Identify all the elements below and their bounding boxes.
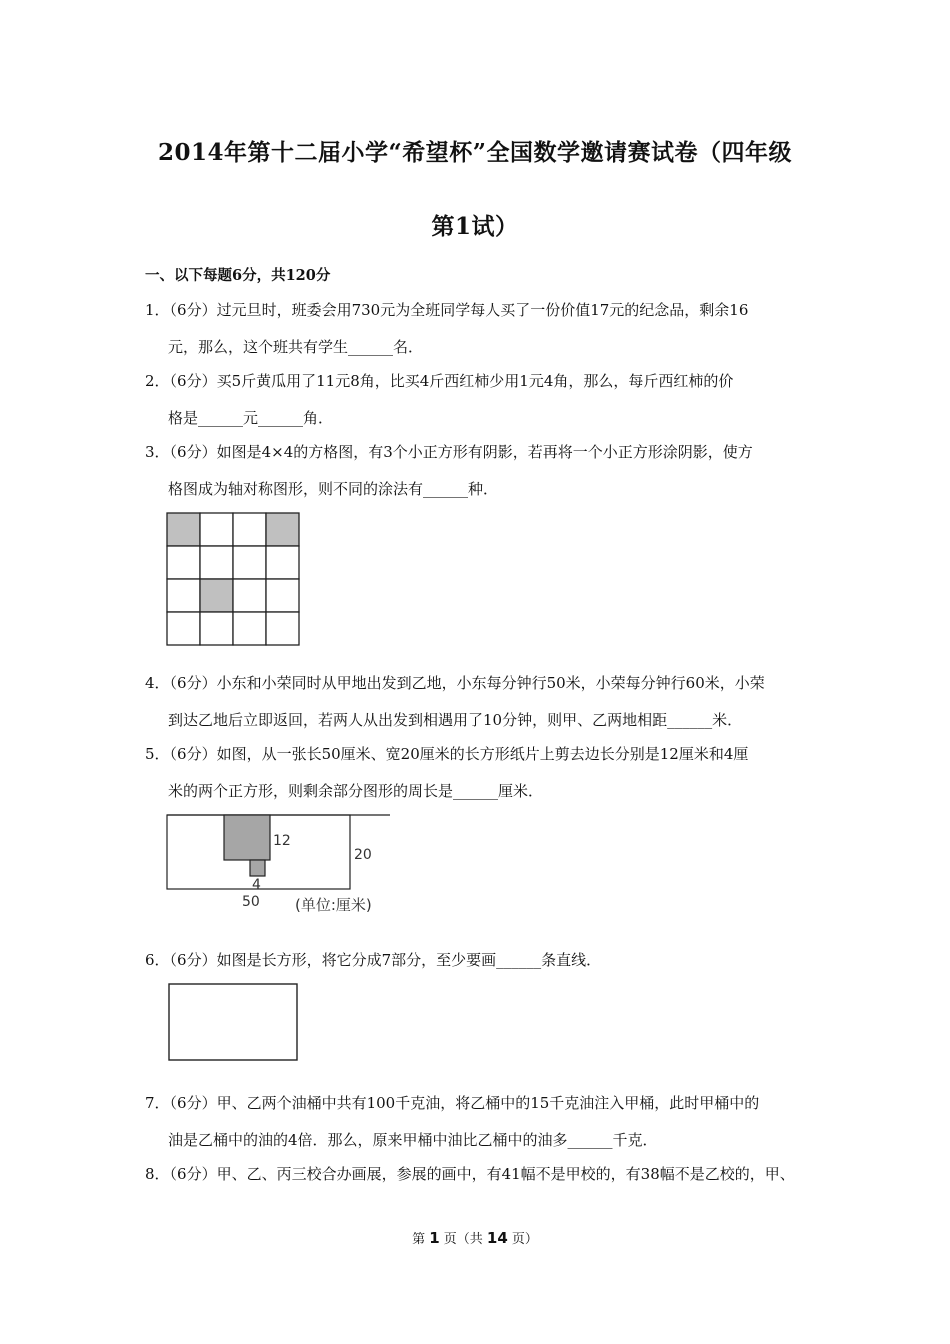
grid-cell bbox=[167, 612, 200, 645]
grid-cell bbox=[233, 546, 266, 579]
grid-cell bbox=[266, 546, 299, 579]
grid-cell bbox=[233, 612, 266, 645]
grid-cell-shaded bbox=[167, 513, 200, 546]
grid-cell bbox=[233, 579, 266, 612]
rectangle-cut-figure bbox=[164, 812, 400, 916]
question-number: 2． bbox=[145, 372, 170, 390]
question-text: （6分）过元旦时，班委会用730元为全班同学每人买了一份价值17元的纪念品，剩余16 bbox=[169, 301, 749, 319]
section-heading: 一、以下每题6分，共120分 bbox=[145, 267, 331, 284]
grid-cell bbox=[200, 546, 233, 579]
exam-title-line1: 2014年第十二届小学“希望杯”全国数学邀请赛试卷（四年级 bbox=[158, 139, 792, 166]
square-4 bbox=[250, 860, 265, 876]
grid-cell-shaded bbox=[266, 513, 299, 546]
grid-cell bbox=[266, 612, 299, 645]
grid-cell bbox=[266, 579, 299, 612]
question-text: （6分）买5斤黄瓜用了11元8角，比买4斤西红柿少用1元4角，那么，每斤西红柿的价 bbox=[169, 372, 734, 390]
question-text-cont: 米的两个正方形，则剩余部分图形的周长是______厘米． bbox=[168, 782, 544, 800]
question-number: 8． bbox=[145, 1165, 170, 1183]
question-number: 4． bbox=[145, 674, 170, 692]
grid-cell bbox=[200, 612, 233, 645]
footer-middle: 页（共 bbox=[439, 1232, 487, 1247]
grid-cell-shaded bbox=[200, 579, 233, 612]
grid-cell bbox=[200, 513, 233, 546]
question-text: （6分）如图是长方形，将它分成7部分，至少要画______条直线． bbox=[169, 951, 602, 969]
question-number: 7． bbox=[145, 1094, 170, 1112]
question-number: 3． bbox=[145, 443, 170, 461]
grid-cell bbox=[233, 513, 266, 546]
question-text-cont: 到达乙地后立即返回，若两人从出发到相遇用了10分钟，则甲、乙两地相距______米． bbox=[168, 711, 743, 729]
question-text-cont: 元，那么，这个班共有学生______名． bbox=[168, 338, 424, 356]
question-number: 1． bbox=[145, 301, 170, 319]
question-text-cont: 格图成为轴对称图形，则不同的涂法有______种． bbox=[168, 480, 499, 498]
question-text: （6分）甲、乙、丙三校合办画展，参展的画中，有41幅不是甲校的，有38幅不是乙校的，甲、 bbox=[169, 1165, 795, 1183]
exam-title-line2: 第1试） bbox=[431, 213, 519, 240]
question-text: （6分）如图，从一张长50厘米、宽20厘米的长方形纸片上剪去边长分别是12厘米和4厘 bbox=[169, 745, 749, 763]
footer-prefix: 第 bbox=[412, 1232, 430, 1247]
page-footer bbox=[0, 1228, 950, 1247]
question-number: 5． bbox=[145, 745, 170, 763]
unit-label: (单位:厘米) bbox=[295, 896, 372, 914]
question-text: （6分）甲、乙两个油桶中共有100千克油，将乙桶中的15千克油注入甲桶，此时甲桶中的 bbox=[169, 1094, 760, 1112]
label-4: 4 bbox=[252, 877, 261, 893]
label-12: 12 bbox=[273, 833, 291, 849]
page-number: 1 bbox=[429, 1229, 440, 1247]
label-20: 20 bbox=[354, 847, 372, 863]
square-12 bbox=[224, 815, 270, 860]
grid-cell bbox=[167, 579, 200, 612]
grid-figure-4x4 bbox=[166, 512, 302, 648]
question-text-cont: 油是乙桶中的油的4倍．那么，原来甲桶中油比乙桶中的油多______千克． bbox=[168, 1131, 658, 1149]
question-text: （6分）小东和小荣同时从甲地出发到乙地，小东每分钟行50米，小荣每分钟行60米，小荣 bbox=[169, 674, 765, 692]
question-text-cont: 格是______元______角． bbox=[168, 409, 334, 427]
question-text: （6分）如图是4×4的方格图，有3个小正方形有阴影，若再将一个小正方形涂阴影，使方 bbox=[169, 443, 753, 461]
question-number: 6． bbox=[145, 951, 170, 969]
plain-rectangle-figure bbox=[168, 983, 300, 1063]
grid-cell bbox=[167, 546, 200, 579]
rectangle bbox=[169, 984, 297, 1060]
total-pages: 14 bbox=[486, 1229, 508, 1247]
label-50: 50 bbox=[242, 894, 260, 910]
footer-suffix: 页） bbox=[507, 1232, 538, 1247]
